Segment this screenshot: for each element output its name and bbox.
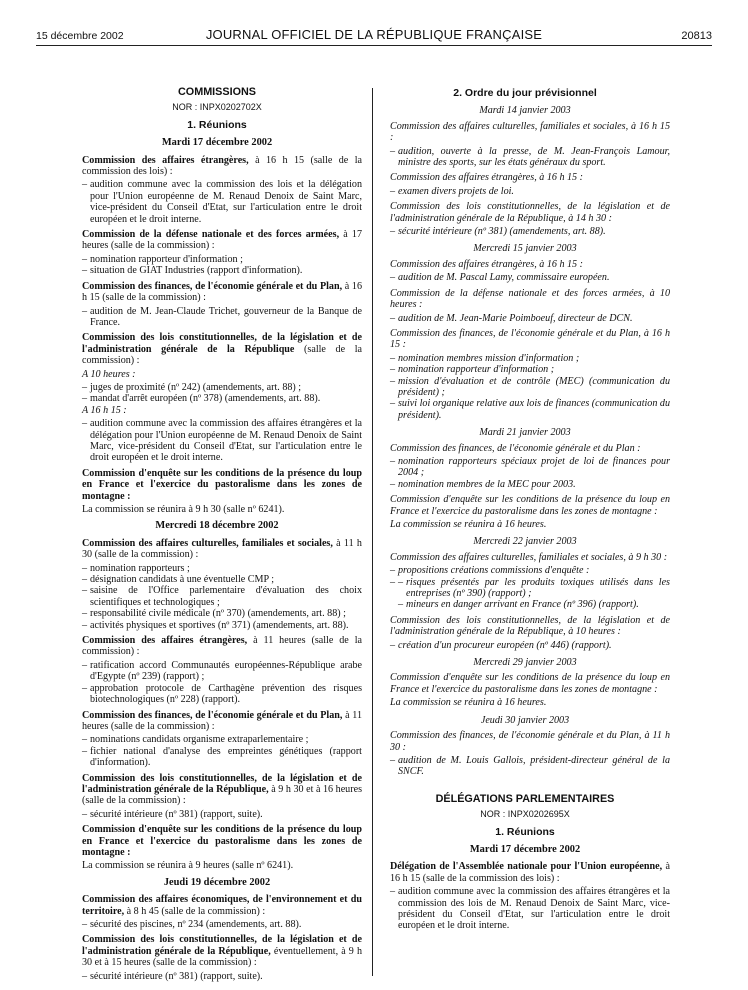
agenda-entry: Commission des affaires étrangères, à 16 h 15 : [390,258,583,270]
list-item: – propositions créations commissions d'enquête : [390,565,670,576]
list-item: – situation de GIAT Industries (rapport d'information). [82,265,362,276]
date-heading: Mercredi 15 janvier 2003 [473,243,577,255]
list-item: – audition commune avec la commission des affaires étrangères et la délégation pour l'Union européenne de M. Renaud Denoix de Saint Marc, vice-président du Conseil d'Etat, sur l'articulation entre le droit européen et le droit interne. [82,418,362,464]
list-item: – mineurs en danger arrivant en France (nº 396) (rapport). [398,599,670,610]
list-item: – nomination rapporteur d'information ; [82,254,362,265]
header-rule [36,45,712,46]
nor-reference: NOR : INPX0202702X [172,102,262,113]
list-item: – nominations candidats organisme extraparlementaire ; [82,734,362,745]
left-column [72,84,362,982]
time-label: A 10 heures : [82,368,136,380]
list-item: – mission d'évaluation et de contrôle (MEC) (communication du président) ; [390,376,670,399]
agenda-entry: Commission des affaires culturelles, familiales et sociales, à 16 h 15 : [390,120,670,144]
list-item: – sécurité intérieure (nº 381) (rapport, suite). [82,809,362,820]
agenda-entry: Commission des finances, de l'économie générale et du Plan, à 11 h 30 : [390,730,670,753]
agenda-entry: Commission d'enquête sur les conditions de la présence du loup en France et l'exercice du pastoralisme dans les zones de montagne : [390,672,670,695]
list-item: – création d'un procureur européen (nº 446) (rapport). [390,640,670,651]
subsection-title: 1. Réunions [495,825,555,838]
list-item: – sécurité des piscines, nº 234 (amendements, art. 88). [82,919,362,930]
time-label: A 16 h 15 : [82,404,127,416]
agenda-entry: Commission d'enquête sur les conditions de la présence du loup en France et l'exercice du pastoralisme dans les zones de montagne : La commission se réunira à 9 h 30 (salle nº 6241). [72,468,362,516]
list-item: – approbation protocole de Carthagène prévention des risques biotechnologiques (nº 228) (rapport). [82,683,362,706]
list-item: – nomination rapporteurs ; [82,563,362,574]
list-item: – examen divers projets de loi. [390,186,670,197]
list-item: – nomination rapporteur d'information ; [390,364,670,375]
agenda-entry: Commission des affaires étrangères, à 16 h 15 (salle de la commission des lois) : – audition commune avec la commission des lois et la délégation pour l'Union européenne de M. Renaud Denoix de Saint Marc, vice-président du Conseil d'Etat, sur l'articulation entre le droit européen et le droit interne. [72,155,362,225]
page-header [36,26,712,44]
page-number: 20813 [681,30,712,42]
date-heading: Mercredi 29 janvier 2003 [473,657,577,669]
date-heading: Mercredi 18 décembre 2002 [155,520,279,532]
list-item: – audition, ouverte à la presse, de M. Jean-François Lamour, ministre des sports, sur les états généraux du sport. [390,146,670,169]
agenda-entry: Commission des finances, de l'économie générale et du Plan : [390,442,641,454]
list-item: – nomination rapporteurs spéciaux projet de loi de finances pour 2004 ; [390,456,670,479]
list-item: – suivi loi organique relative aux lois de finances (communication du président). [390,398,670,421]
date-heading: Jeudi 19 décembre 2002 [163,876,271,888]
agenda-entry: Commission des lois constitutionnelles, de la législation et de l'administration générale de la République, à 10 heures : [390,614,670,638]
entry-text: La commission se réunira à 9 h 30 (salle nº 6241). [82,504,285,515]
section-title: COMMISSIONS [178,86,256,98]
list-item: – audition de M. Jean-Marie Poimboeuf, directeur de DCN. [390,313,670,324]
agenda-entry: Commission des affaires étrangères, à 16 h 15 : [390,172,583,184]
section-title: DÉLÉGATIONS PARLEMENTAIRES [435,792,615,805]
agenda-entry: Commission des lois constitutionnelles, de la législation et de l'administration générale de la République (salle de la commission) : A 10 heures : – juges de proximité (nº 242) (amendements, art. 88) ; – mandat d'arrêt européen (nº 378) (amendements, art. 88). A 16 h 15 : – audition commune avec la commission des affaires étrangères et la délégation pour l'Union européenne de M. Renaud Denoix de Saint Marc, vice-président du Conseil d'Etat, sur l'articulation entre le droit européen et le droit interne. [72,332,362,463]
list-item: – nomination membres de la MEC pour 2003. [390,479,670,490]
agenda-entry: Commission des finances, de l'économie générale et du Plan, à 11 heures (salle de la commission) : – nominations candidats organisme extraparlementaire ; – fichier national d'analyse des empreintes génétiques (rapport d'information). [72,710,362,769]
date-heading: Mardi 17 décembre 2002 [469,843,581,855]
agenda-entry: Délégation de l'Assemblée nationale pour l'Union européenne, à 16 h 15 (salle de la commission des lois) : – audition commune avec la commission des affaires étrangères et la commission des lois de M. Renaud Denoix de Saint Marc, vice-président du Conseil d'Etat, sur l'articulation entre le droit européen et le droit interne. [380,861,670,931]
right-column [380,84,670,932]
list-item: – désignation candidats à une éventuelle CMP ; [82,574,362,585]
list-item: – nomination membres mission d'information ; [390,353,670,364]
date-heading: Mardi 17 décembre 2002 [161,137,273,149]
list-item: – saisine de l'Office parlementaire d'évaluation des choix scientifiques et technologiques ; [82,585,362,608]
list-item: – audition commune avec la commission des lois et la délégation pour l'Union européenne de M. Renaud Denoix de Saint Marc, vice-président du Conseil d'Etat, sur l'articulation entre le droit européen et le droit interne. [82,179,362,225]
agenda-entry: Commission des finances, de l'économie générale et du Plan, à 16 h 15 : [390,327,670,351]
entry-text: La commission se réunira à 16 heures. [390,697,547,709]
header-date: 15 décembre 2002 [36,30,124,42]
agenda-entry: Commission des affaires culturelles, familiales et sociales, à 9 h 30 : [390,551,668,563]
agenda-entry: Commission d'enquête sur les conditions de la présence du loup en France et l'exercice du pastoralisme dans les zones de montagne : [390,494,670,517]
list-item: – audition de M. Jean-Claude Trichet, gouverneur de la Banque de France. [82,306,362,329]
list-item: – sécurité intérieure (nº 381) (rapport, suite). [82,971,362,982]
date-heading: Mardi 14 janvier 2003 [479,105,571,117]
journal-title: JOURNAL OFFICIEL DE LA RÉPUBLIQUE FRANÇAISE [205,27,543,42]
agenda-entry: Commission des lois constitutionnelles, de la législation et de l'administration générale de la République, à 14 h 30 : [390,201,670,224]
list-item: – juges de proximité (nº 242) (amendements, art. 88) ; [82,382,362,393]
list-item: – responsabilité civile médicale (nº 370) (amendements, art. 88) ; [82,608,362,619]
list-item: – ratification accord Communautés européennes-République arabe d'Egypte (nº 239) (rapport) ; [82,660,362,683]
subsection-title: 2. Ordre du jour prévisionnel [453,87,597,99]
agenda-entry: Commission d'enquête sur les conditions de la présence du loup en France et l'exercice du pastoralisme dans les zones de montagne : La commission se réunira à 9 heures (salle nº 6241). [72,824,362,872]
list-item: – mandat d'arrêt européen (nº 378) (amendements, art. 88). [82,393,362,404]
list-item: – audition de M. Louis Gallois, président-directeur général de la SNCF. [390,755,670,778]
agenda-entry: Commission de la défense nationale et des forces armées, à 17 heures (salle de la commission) : – nomination rapporteur d'information ; – situation de GIAT Industries (rapport d'information). [72,229,362,277]
list-item: – audition commune avec la commission des affaires étrangères et la commission des lois de M. Renaud Denoix de Saint Marc, vice-président du Conseil d'Etat, sur l'articulation entre le droit européen et le droit interne. [390,886,670,932]
agenda-entry: Commission des affaires économiques, de l'environnement et du territoire, à 8 h 45 (salle de la commission) : – sécurité des piscines, nº 234 (amendements, art. 88). [72,894,362,930]
entry-text: La commission se réunira à 16 heures. [390,519,547,530]
agenda-entry: Commission des lois constitutionnelles, de la législation et de l'administration générale de la République, éventuellement, à 9 h 30 et à 15 heures (salle de la commission) : – sécurité intérieure (nº 381) (rapport, suite). [72,934,362,982]
agenda-entry: Commission des affaires culturelles, familiales et sociales, à 11 h 30 (salle de la commission) : – nomination rapporteurs ; – désignation candidats à une éventuelle CMP ; – saisine de l'Office parlementaire d'évaluation des choix scientifiques et technologiques ; – responsabilité civile médicale (nº 370) (amendements, art. 88) ; – activités physiques et sportives (nº 371) (amendements, art. 88). [72,538,362,631]
list-item: – – risques présentés par les produits toxiques utilisés dans les entreprises (nº 390) (rapport) ; [398,577,670,600]
agenda-entry: Commission des affaires étrangères, à 11 heures (salle de la commission) : – ratification accord Communautés européennes-République arabe d'Egypte (nº 239) (rapport) ; – approbation protocole de Carthagène prévention des risques biotechnologiques (nº 228) (rapport). [72,635,362,705]
list-item: – audition de M. Pascal Lamy, commissaire européen. [390,272,670,283]
nor-reference: NOR : INPX0202695X [480,809,570,820]
list-item: – sécurité intérieure (nº 381) (amendements, art. 88). [390,226,670,237]
date-heading: Mercredi 22 janvier 2003 [473,536,577,548]
agenda-entry: Commission des finances, de l'économie générale et du Plan, à 16 h 15 (salle de la commission) : – audition de M. Jean-Claude Trichet, gouverneur de la Banque de France. [72,281,362,329]
list-item: – fichier national d'analyse des empreintes génétiques (rapport d'information). [82,746,362,769]
list-item: – activités physiques et sportives (nº 371) (amendements, art. 88). [82,620,362,631]
date-heading: Jeudi 30 janvier 2003 [480,714,570,726]
agenda-entry: Commission de la défense nationale et des forces armées, à 10 heures : [390,287,670,311]
column-divider [372,88,373,976]
subsection-title: 1. Réunions [187,118,247,131]
agenda-entry: Commission des lois constitutionnelles, de la législation et de l'administration générale de la République, à 9 h 30 et à 16 heures (salle de la commission) : – sécurité intérieure (nº 381) (rapport, suite). [72,773,362,821]
date-heading: Mardi 21 janvier 2003 [479,427,571,439]
entry-text: La commission se réunira à 9 heures (salle nº 6241). [82,860,294,872]
